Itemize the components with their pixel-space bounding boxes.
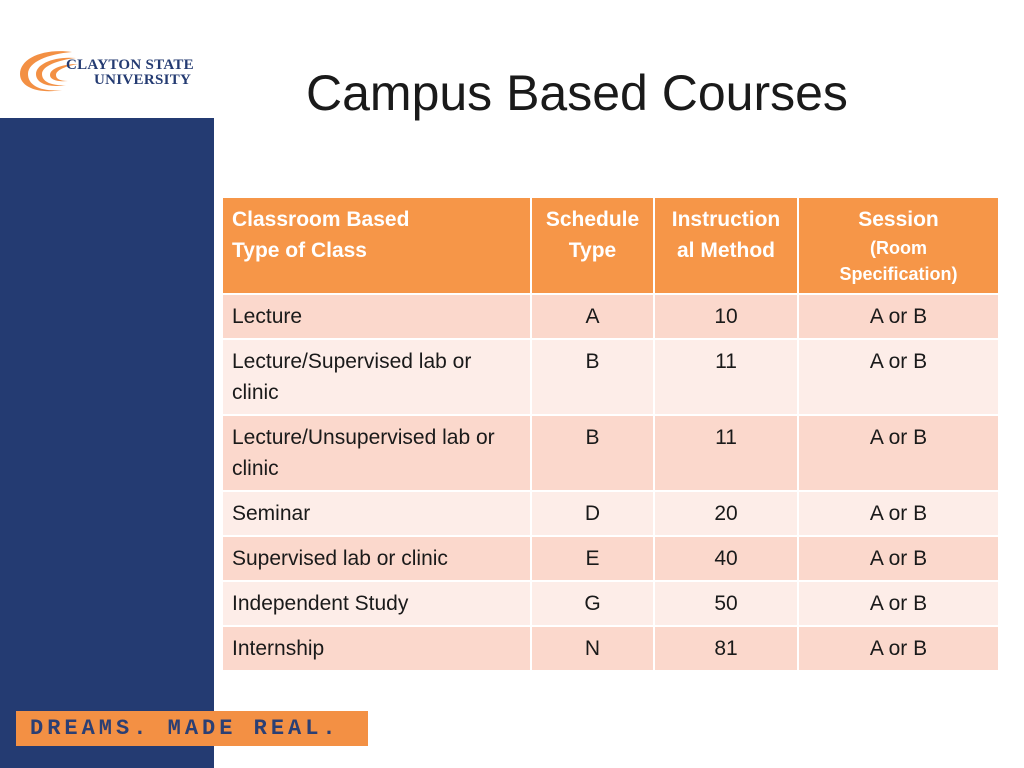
logo-line-1: CLAYTON STATE [66, 57, 194, 73]
header-schedule-line-2: Type [568, 239, 617, 262]
cell-schedule-type: G [531, 581, 654, 626]
cell-class-type: Lecture/Supervised lab or clinic [222, 339, 531, 415]
cell-instructional-method: 11 [654, 415, 798, 491]
cell-session: A or B [798, 491, 999, 536]
header-method-line-2: al Method [677, 239, 775, 262]
cell-instructional-method: 11 [654, 339, 798, 415]
cell-instructional-method: 20 [654, 491, 798, 536]
table-row [222, 581, 999, 626]
header-instructional-method [654, 197, 798, 294]
tagline-banner [16, 711, 368, 746]
cell-schedule-type: D [531, 491, 654, 536]
slide-title: Campus Based Courses [306, 65, 848, 121]
cell-schedule-type: E [531, 536, 654, 581]
table-row [222, 491, 999, 536]
logo-line-2: UNIVERSITY [94, 72, 192, 88]
university-logo [0, 0, 214, 118]
courses-table [221, 196, 1000, 672]
cell-session: A or B [798, 626, 999, 671]
header-method-line-1: Instruction [671, 208, 781, 231]
cell-instructional-method: 50 [654, 581, 798, 626]
table-row [222, 294, 999, 339]
table-row [222, 626, 999, 671]
cell-schedule-type: A [531, 294, 654, 339]
tagline-text: DREAMS. MADE REAL. [30, 716, 340, 741]
cell-session: A or B [798, 536, 999, 581]
cell-session: A or B [798, 581, 999, 626]
header-session [798, 197, 999, 294]
cell-instructional-method: 81 [654, 626, 798, 671]
table-row [222, 339, 999, 415]
header-session-line-1: Session [858, 208, 939, 231]
header-schedule-type [531, 197, 654, 294]
table-row [222, 415, 999, 491]
table-header-row [222, 197, 999, 294]
header-session-line-3: Specification) [839, 264, 958, 284]
cell-instructional-method: 40 [654, 536, 798, 581]
cell-class-type: Lecture [222, 294, 531, 339]
header-schedule-line-1: Schedule [545, 208, 640, 231]
cell-schedule-type: B [531, 339, 654, 415]
cell-class-type: Lecture/Unsupervised lab or clinic [222, 415, 531, 491]
header-session-line-2: (Room [870, 238, 927, 258]
header-class-type [222, 197, 531, 294]
cell-session: A or B [798, 339, 999, 415]
cell-class-type: Supervised lab or clinic [222, 536, 531, 581]
header-class-type-line-2: Type of Class [232, 239, 367, 262]
table-row [222, 536, 999, 581]
logo-wordmark [66, 58, 194, 88]
cell-class-type: Internship [222, 626, 531, 671]
cell-class-type: Seminar [222, 491, 531, 536]
header-class-type-line-1: Classroom Based [232, 208, 410, 231]
cell-class-type: Independent Study [222, 581, 531, 626]
cell-schedule-type: N [531, 626, 654, 671]
cell-schedule-type: B [531, 415, 654, 491]
cell-session: A or B [798, 294, 999, 339]
cell-instructional-method: 10 [654, 294, 798, 339]
cell-session: A or B [798, 415, 999, 491]
